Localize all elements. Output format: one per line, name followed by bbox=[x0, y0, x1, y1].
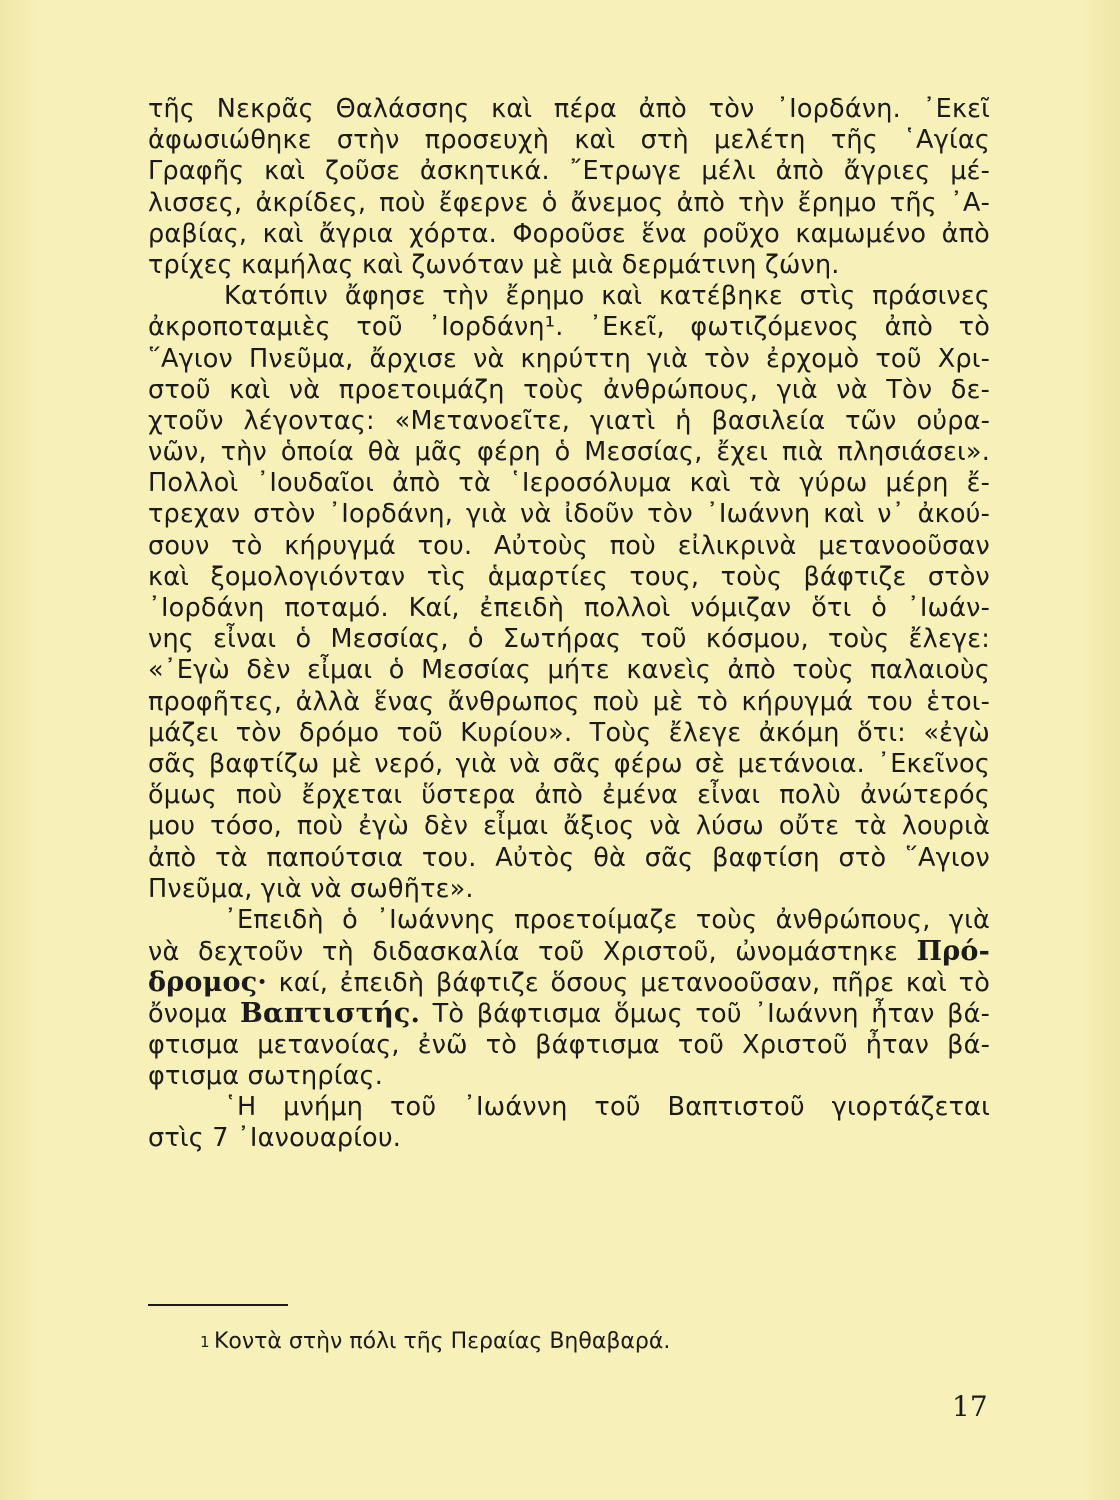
text-line: τρεχαν στὸν ᾿Ιορδάνη, γιὰ νὰ ἰδοῦν τὸν ᾿Ιωάννη καὶ ν᾿ ἀκού- bbox=[148, 499, 990, 530]
text-segment: νὰ δεχτοῦν τὴ διδασκαλία τοῦ Χριστοῦ, ὠνομάστηκε bbox=[148, 937, 917, 968]
paragraph-2 bbox=[148, 281, 990, 905]
text-line: μάζει τὸν δρόμο τοῦ Κυρίου». Τοὺς ἔλεγε ἀκόμη ὅτι: «ἐγὼ bbox=[148, 717, 990, 748]
text-line: Κατόπιν ἄφησε τὴν ἔρημο καὶ κατέβηκε στὶς πράσινες bbox=[224, 281, 990, 312]
text-line: νῶν, τὴν ὁποία θὰ μᾶς φέρη ὁ Μεσσίας, ἔχει πιὰ πλησιάσει». bbox=[148, 437, 990, 468]
text-line: ῞Αγιον Πνεῦμα, ἄρχισε νὰ κηρύττη γιὰ τὸν ἐρχομὸ τοῦ Χρι- bbox=[148, 343, 990, 374]
footnote-marker: 1 bbox=[200, 1333, 210, 1351]
text-line: ραβίας, καὶ ἄγρια χόρτα. Φοροῦσε ἕνα ροῦχο καμωμένο ἀπὸ bbox=[148, 218, 990, 249]
text-line: ῾Η μνήμη τοῦ ᾿Ιωάννη τοῦ Βαπτιστοῦ γιορτάζεται bbox=[224, 1092, 990, 1122]
text-line: νης εἶναι ὁ Μεσσίας, ὁ Σωτήρας τοῦ κόσμου, τοὺς ἔλεγε: bbox=[148, 624, 990, 655]
text-line: φτισμα σωτηρίας. bbox=[148, 1060, 384, 1091]
body-text bbox=[148, 94, 990, 1154]
text-segment: ὄνομα bbox=[148, 999, 240, 1030]
page-number: 17 bbox=[952, 1390, 988, 1423]
bold-term-prodromos: Πρό- bbox=[916, 936, 990, 968]
text-line: σᾶς βαφτίζω μὲ νερό, γιὰ νὰ σᾶς φέρω σὲ μετάνοια. ᾿Εκεῖνος bbox=[148, 748, 990, 779]
text-line: Πνεῦμα, γιὰ νὰ σωθῆτε». bbox=[148, 873, 474, 904]
text-line: μου τόσο, ποὺ ἐγὼ δὲν εἶμαι ἄξιος νὰ λύσω οὔτε τὰ λουριὰ bbox=[148, 811, 990, 842]
bold-term-prodromos-cont: δρομος· bbox=[148, 967, 267, 999]
text-line: λισσες, ἀκρίδες, ποὺ ἔφερνε ὁ ἄνεμος ἀπὸ τὴν ἔρημο τῆς ᾿Α- bbox=[148, 187, 990, 218]
footnote bbox=[200, 1328, 671, 1356]
text-line: ὅμως ποὺ ἔρχεται ὕστερα ἀπὸ ἐμένα εἶναι πολὺ ἀνώτερός bbox=[148, 780, 990, 811]
text-segment: καί, ἐπειδὴ βάφτιζε ὅσους μετανοοῦσαν, πῆρε καὶ τὸ bbox=[267, 968, 990, 999]
text-line: ἀπὸ τὰ παπούτσια του. Αὐτὸς θὰ σᾶς βαφτίση στὸ ῞Αγιον bbox=[148, 842, 990, 873]
footnote-text: Κοντὰ στὴν πόλι τῆς Περαίας Βηθαβαρά. bbox=[214, 1329, 671, 1354]
bold-term-baptistis: Βαπτιστής. bbox=[240, 998, 421, 1030]
paragraph-3 bbox=[148, 905, 990, 1092]
text-line: ᾿Επειδὴ ὁ ᾿Ιωάννης προετοίμαζε τοὺς ἀνθρώπους, γιὰ bbox=[224, 904, 990, 935]
paragraph-1 bbox=[148, 94, 990, 281]
text-line: «᾿Εγὼ δὲν εἶμαι ὁ Μεσσίας μήτε κανεὶς ἀπὸ τοὺς παλαιοὺς bbox=[148, 655, 990, 686]
text-line: Πολλοὶ ᾿Ιουδαῖοι ἀπὸ τὰ ῾Ιεροσόλυμα καὶ τὰ γύρω μέρη ἔ- bbox=[148, 468, 990, 499]
text-segment: Τὸ βάφτισμα ὅμως τοῦ ᾿Ιωάννη ἦταν βά- bbox=[420, 999, 990, 1030]
text-line: καὶ ξομολογιόνταν τὶς ἁμαρτίες τους, τοὺς βάφτιζε στὸν bbox=[148, 561, 990, 592]
text-line: στοῦ καὶ νὰ προετοιμάζη τοὺς ἀνθρώπους, γιὰ νὰ Τὸν δε- bbox=[148, 374, 990, 405]
text-line: τρίχες καμήλας καὶ ζωνόταν μὲ μιὰ δερμάτινη ζώνη. bbox=[148, 249, 840, 280]
paragraph-4 bbox=[148, 1092, 990, 1154]
text-line: ᾿Ιορδάνη ποταμό. Καί, ἐπειδὴ πολλοὶ νόμιζαν ὅτι ὁ ᾿Ιωάν- bbox=[148, 593, 990, 623]
text-line: στὶς 7 ᾿Ιανουαρίου. bbox=[148, 1123, 402, 1154]
text-line: ἀκροποταμιὲς τοῦ ᾿Ιορδάνη¹. ᾿Εκεῖ, φωτιζόμενος ἀπὸ τὸ bbox=[148, 312, 990, 343]
text-line: φτισμα μετανοίας, ἐνῶ τὸ βάφτισμα τοῦ Χριστοῦ ἦταν βά- bbox=[148, 1029, 990, 1060]
text-line: ἀφωσιώθηκε στὴν προσευχὴ καὶ στὴ μελέτη τῆς ῾Αγίας bbox=[148, 125, 990, 156]
text-line bbox=[148, 936, 990, 967]
text-line bbox=[148, 967, 990, 998]
text-line: χτοῦν λέγοντας: «Μετανοεῖτε, γιατὶ ἡ βασιλεία τῶν οὐρα- bbox=[148, 405, 990, 436]
text-line: προφῆτες, ἀλλὰ ἕνας ἄνθρωπος ποὺ μὲ τὸ κήρυγμά του ἑτοι- bbox=[148, 686, 990, 717]
text-line: Γραφῆς καὶ ζοῦσε ἀσκητικά. ῎Ετρωγε μέλι ἀπὸ ἄγριες μέ- bbox=[148, 156, 990, 187]
footnote-rule bbox=[148, 1304, 288, 1306]
text-line: τῆς Νεκρᾶς Θαλάσσης καὶ πέρα ἀπὸ τὸν ᾿Ιορδάνη. ᾿Εκεῖ bbox=[148, 94, 990, 124]
text-line bbox=[148, 998, 990, 1029]
text-line: σουν τὸ κήρυγμά του. Αὐτοὺς ποὺ εἰλικρινὰ μετανοοῦσαν bbox=[148, 530, 990, 561]
